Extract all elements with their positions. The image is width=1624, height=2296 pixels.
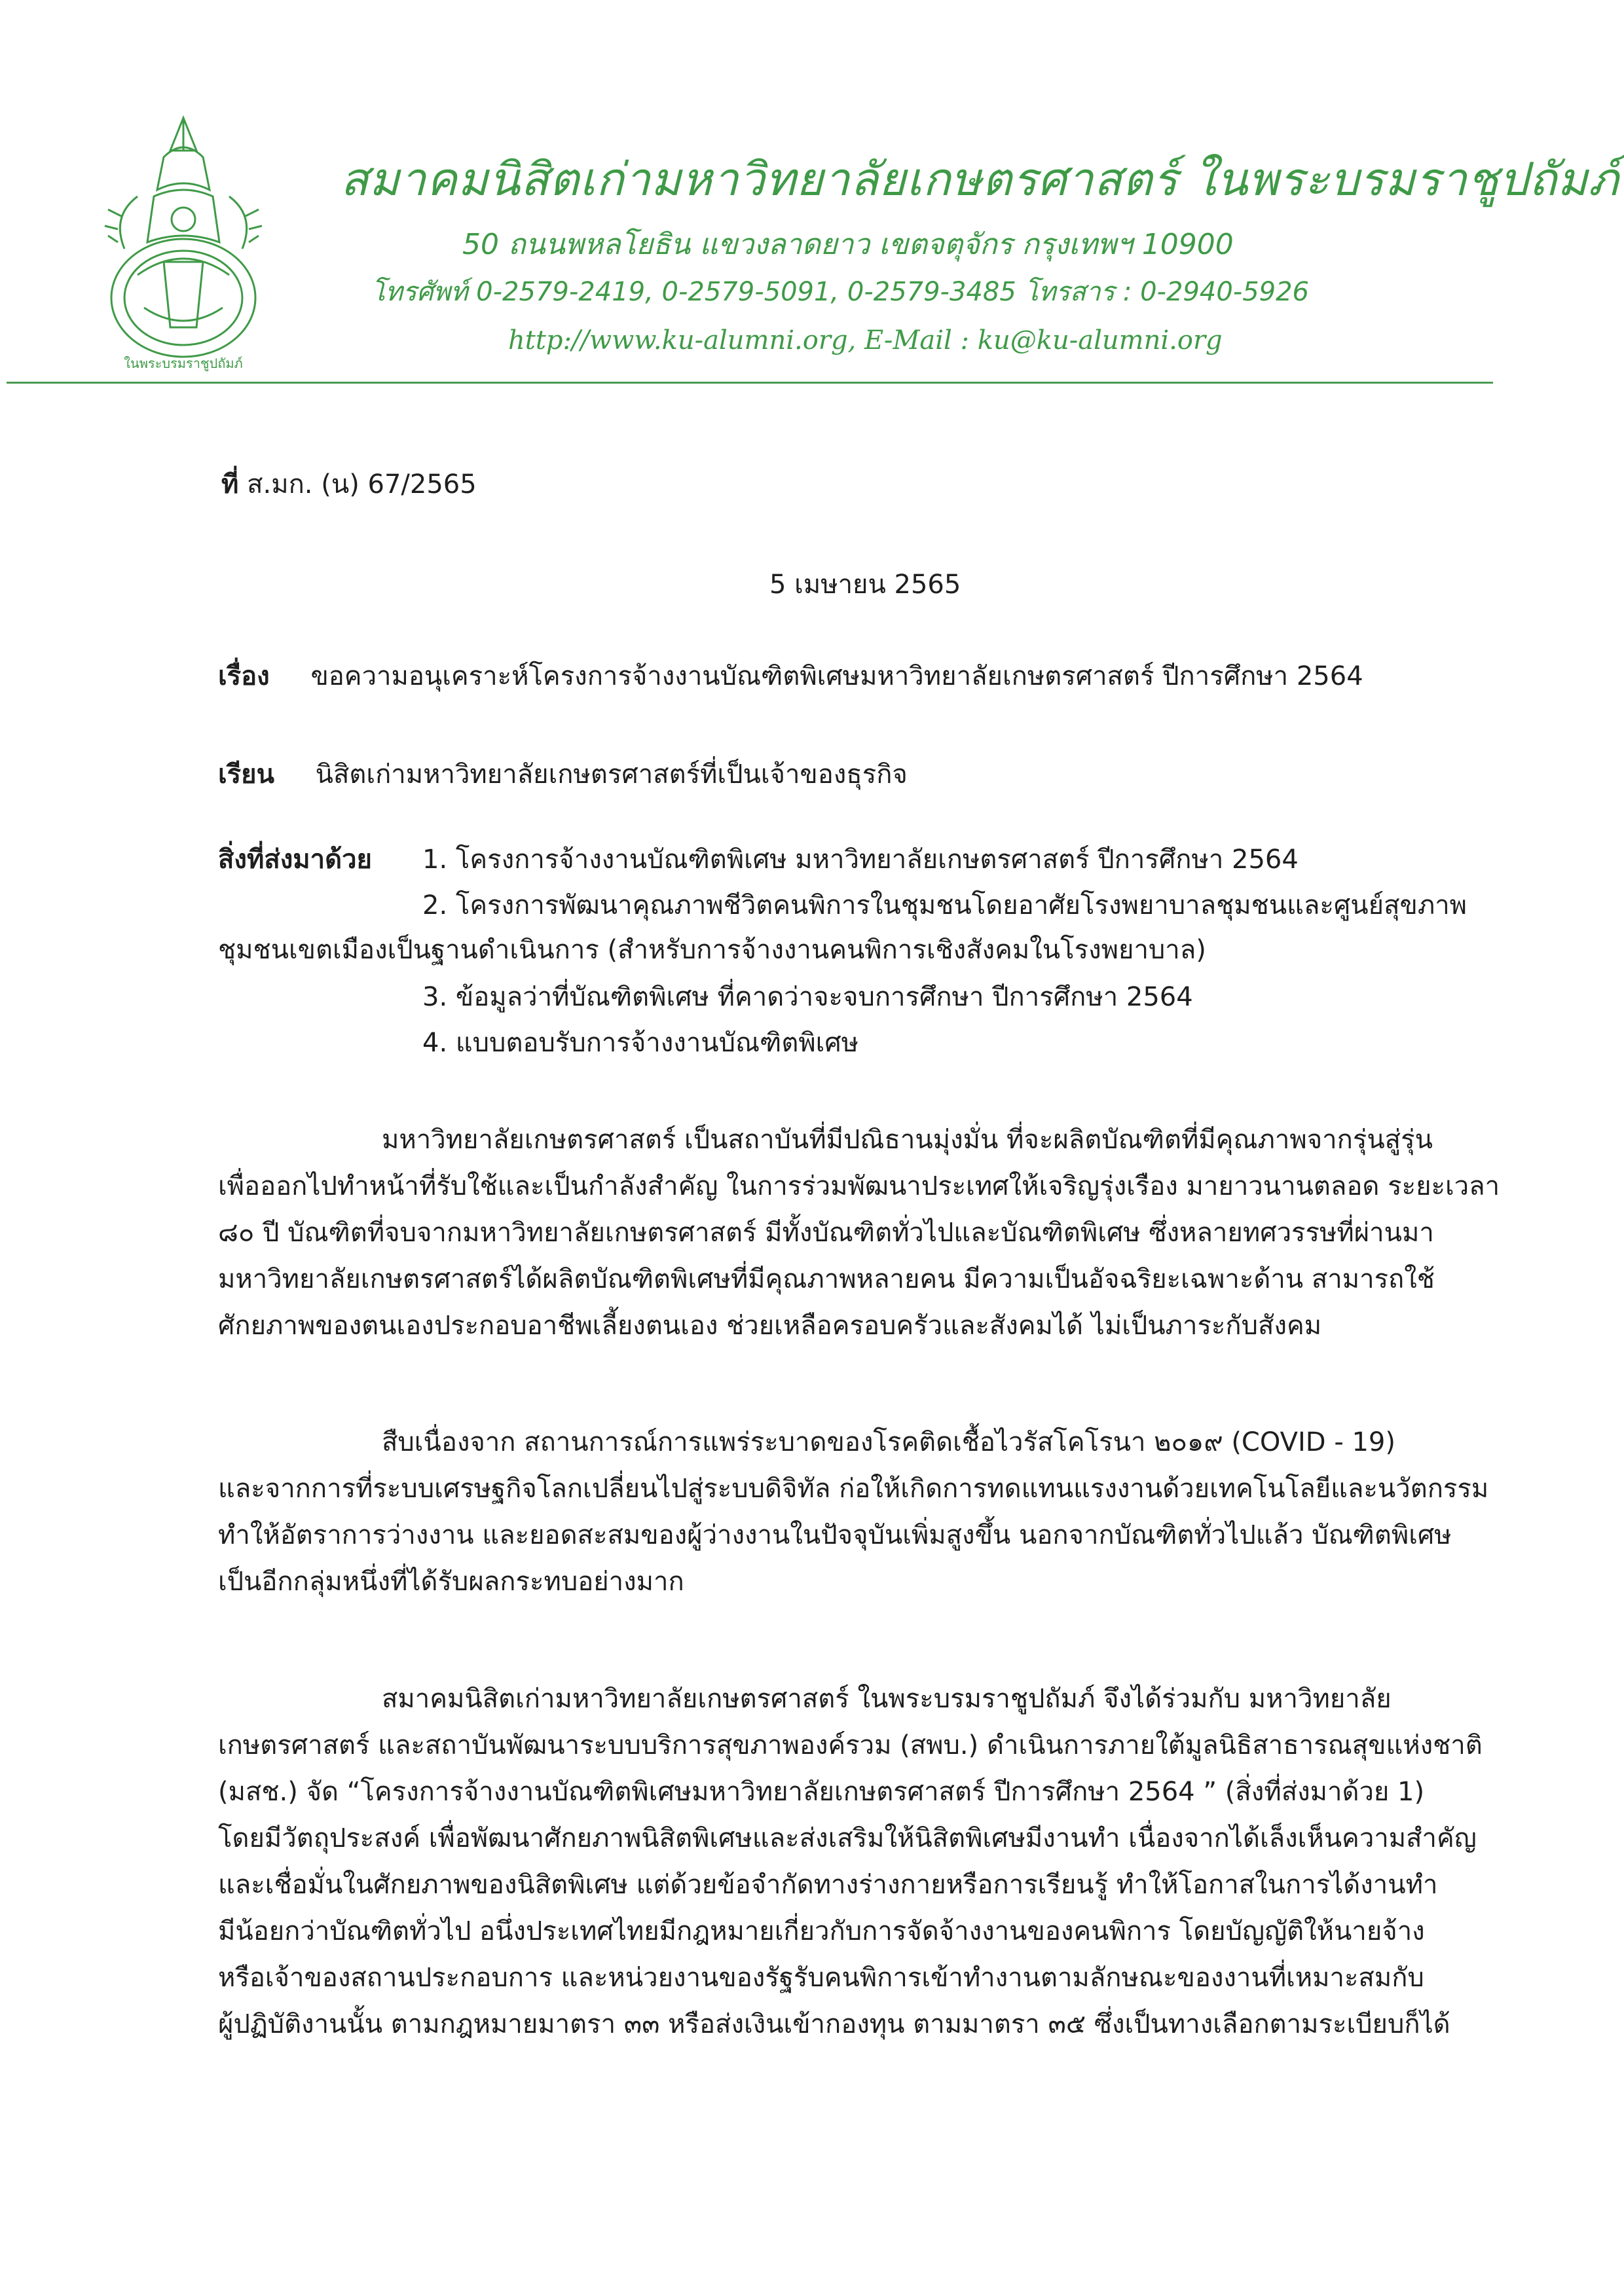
enclosure-item: 2. โครงการพัฒนาคุณภาพชีวิตคนพิการในชุมชนโดยอาศัยโรงพยาบาลชุมชนและศูนย์สุขภาพ bbox=[422, 890, 1467, 920]
paragraph-line: (มสช.) จัด “โครงการจ้างงานบัณฑิตพิเศษมหาวิทยาลัยเกษตรศาสตร์ ปีการศึกษา 2564 ” (สิ่งที่ส่งมาด้วย 1) bbox=[218, 1777, 1425, 1807]
paragraph-line: สมาคมนิสิตเก่ามหาวิทยาลัยเกษตรศาสตร์ ในพระบรมราชูปถัมภ์ จึงได้ร่วมกับ มหาวิทยาลัย bbox=[382, 1684, 1392, 1714]
paragraph-line: มหาวิทยาลัยเกษตรศาสตร์ เป็นสถาบันที่มีปณิธานมุ่งมั่น ที่จะผลิตบัณฑิตที่มีคุณภาพจากรุ่นสู่รุ่น bbox=[382, 1125, 1433, 1155]
recipient-label: เรียน bbox=[218, 759, 274, 790]
body-paragraph-1 bbox=[218, 1117, 1500, 1349]
recipient-text: นิสิตเก่ามหาวิทยาลัยเกษตรศาสตร์ที่เป็นเจ้าของธุรกิจ bbox=[315, 759, 908, 790]
organization-logo bbox=[98, 111, 268, 380]
recipient-line bbox=[218, 753, 908, 795]
paragraph-line: ศักยภาพของตนเองประกอบอาชีพเลี้ยงตนเอง ช่วยเหลือครอบครัวและสังคมได้ ไม่เป็นภาระกับสังคม bbox=[218, 1311, 1322, 1341]
paragraph-line: ผู้ปฏิบัติงานนั้น ตามกฎหมายมาตรา ๓๓ หรือส่งเงินเข้ากองทุน ตามมาตรา ๓๕ ซึ่งเป็นทางเลือกตามระเบียบก็ได้ bbox=[218, 2009, 1450, 2039]
letter-date: 5 เมษายน 2565 bbox=[769, 570, 961, 600]
paragraph-line: มีน้อยกว่าบัณฑิตทั่วไป อนึ่งประเทศไทยมีกฎหมายเกี่ยวกับการจัดจ้างงานของคนพิการ โดยบัญญัติให้นายจ้าง bbox=[218, 1916, 1425, 1946]
paragraph-line: และจากการที่ระบบเศรษฐกิจโลกเปลี่ยนไปสู่ระบบดิจิทัล ก่อให้เกิดการทดแทนแรงงานด้วยเทคโนโลยีและนวัตกรรม bbox=[218, 1474, 1489, 1504]
enclosure-item: 1. โครงการจ้างงานบัณฑิตพิเศษ มหาวิทยาลัยเกษตรศาสตร์ ปีการศึกษา 2564 bbox=[422, 845, 1299, 875]
subject-label: เรื่อง bbox=[218, 661, 270, 691]
organization-web-email[interactable]: http://www.ku-alumni.org, E-Mail : ku@ku-alumni.org bbox=[508, 325, 1223, 355]
subject-text: ขอความอนุเคราะห์โครงการจ้างงานบัณฑิตพิเศษมหาวิทยาลัยเกษตรศาสตร์ ปีการศึกษา 2564 bbox=[310, 661, 1363, 691]
organization-address: 50 ถนนพหลโยธิน แขวงลาดยาว เขตจตุจักร กรุงเทพฯ 10900 bbox=[462, 228, 1234, 261]
organization-name: สมาคมนิสิตเก่ามหาวิทยาลัยเกษตรศาสตร์ ในพระบรมราชูปถัมภ์ bbox=[341, 153, 1619, 206]
enclosure-item: 4. แบบตอบรับการจ้างงานบัณฑิตพิเศษ bbox=[422, 1028, 859, 1058]
paragraph-line: และเชื่อมั่นในศักยภาพของนิสิตพิเศษ แต่ด้วยข้อจำกัดทางร่างกายหรือการเรียนรู้ ทำให้โอกาสในการได้งานทำ bbox=[218, 1870, 1438, 1900]
enclosures-label: สิ่งที่ส่งมาด้วย bbox=[218, 845, 372, 875]
reference-number bbox=[221, 463, 477, 505]
svg-text:ในพระบรมราชูปถัมภ์: ในพระบรมราชูปถัมภ์ bbox=[124, 355, 243, 371]
header-divider bbox=[7, 382, 1493, 384]
paragraph-line: เกษตรศาสตร์ และสถาบันพัฒนาระบบบริการสุขภาพองค์รวม (สพบ.) ดำเนินการภายใต้มูลนิธิสาธารณสุขแห่งชาติ bbox=[218, 1730, 1483, 1760]
body-paragraph-2 bbox=[218, 1419, 1489, 1605]
subject-line bbox=[218, 655, 1363, 697]
paragraph-line: สืบเนื่องจาก สถานการณ์การแพร่ระบาดของโรคติดเชื้อไวรัสโคโรนา ๒๐๑๙ (COVID - 19) bbox=[382, 1427, 1395, 1457]
enclosure-item-continuation: ชุมชนเขตเมืองเป็นฐานดำเนินการ (สำหรับการจ้างงานคนพิการเชิงสังคมในโรงพยาบาล) bbox=[218, 935, 1206, 965]
organization-phone: โทรศัพท์ 0-2579-2419, 0-2579-5091, 0-2579-3485 โทรสาร : 0-2940-5926 bbox=[371, 277, 1309, 307]
paragraph-line: มหาวิทยาลัยเกษตรศาสตร์ได้ผลิตบัณฑิตพิเศษที่มีคุณภาพหลายคน มีความเป็นอัจฉริยะเฉพาะด้าน สามารถใช้ bbox=[218, 1264, 1435, 1294]
paragraph-line: เป็นอีกกลุ่มหนึ่งที่ได้รับผลกระทบอย่างมาก bbox=[218, 1567, 684, 1597]
enclosure-item: 3. ข้อมูลว่าที่บัณฑิตพิเศษ ที่คาดว่าจะจบการศึกษา ปีการศึกษา 2564 bbox=[422, 982, 1193, 1012]
paragraph-line: ๘๐ ปี บัณฑิตที่จบจากมหาวิทยาลัยเกษตรศาสตร์ มีทั้งบัณฑิตทั่วไปและบัณฑิตพิเศษ ซึ่งหลายทศวรรษที่ผ่านมา bbox=[218, 1218, 1434, 1248]
body-paragraph-3 bbox=[218, 1676, 1483, 2048]
paragraph-line: ทำให้อัตราการว่างงาน และยอดสะสมของผู้ว่างงานในปัจจุบันเพิ่มสูงขึ้น นอกจากบัณฑิตทั่วไปแล้ว บัณฑิตพิเศษ bbox=[218, 1520, 1452, 1550]
reference-value: ส.มก. (น) 67/2565 bbox=[247, 469, 477, 500]
paragraph-line: โดยมีวัตถุประสงค์ เพื่อพัฒนาศักยภาพนิสิตพิเศษและส่งเสริมให้นิสิตพิเศษมีงานทำ เนื่องจากได้เล็งเห็นความสำคัญ bbox=[218, 1823, 1477, 1853]
paragraph-line: หรือเจ้าของสถานประกอบการ และหน่วยงานของรัฐรับคนพิการเข้าทำงานตามลักษณะของงานที่เหมาะสมกับ bbox=[218, 1963, 1424, 1993]
paragraph-line: เพื่อออกไปทำหน้าที่รับใช้และเป็นกำลังสำคัญ ในการร่วมพัฒนาประเทศให้เจริญรุ่งเรือง มายาวนานตลอด ระยะเวลา bbox=[218, 1171, 1500, 1201]
reference-label: ที่ bbox=[221, 469, 239, 500]
